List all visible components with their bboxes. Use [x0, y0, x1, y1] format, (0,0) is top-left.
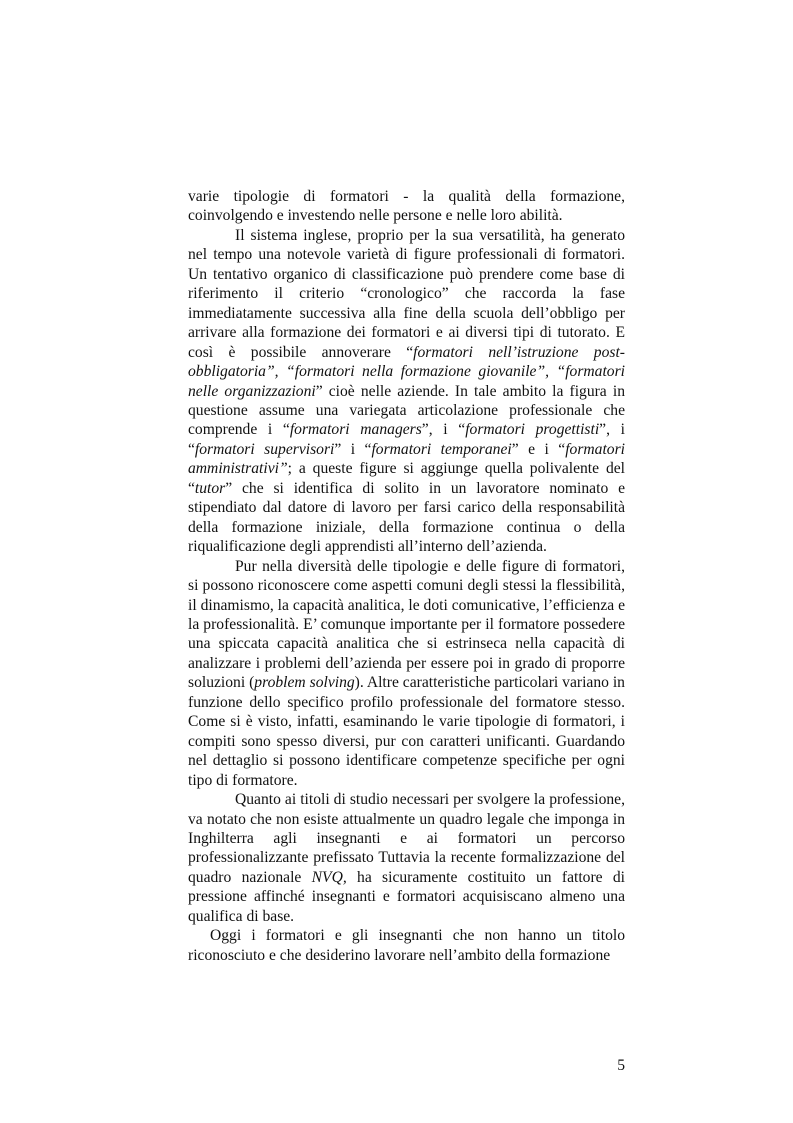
text-run: Il sistema inglese, proprio per la sua versatilità, ha generato nel tempo una notevole varietà di figure professionali di formatori. Un tentativo organico di classificazione può prendere come base di riferimento il criterio “cronologico” che raccorda la fase immediatamente successiva alla fine della scuola dell’obbligo per arrivare alla formazione dei formatori e ai diversi tipi di tutorato. E così è possibile annoverare “ [188, 226, 625, 361]
italic-text: problem solving [254, 674, 355, 692]
text-run: ”, i “ [421, 421, 466, 439]
italic-text: formatori progettisti [465, 421, 600, 439]
text-run: ; a queste figure si aggiunge quella polivalente del “ [188, 460, 625, 497]
text-run: Pur nella diversità delle tipologie e delle figure di formatori, si possono riconoscere come aspetti comuni degli stessi la flessibilità, il dinamismo, la capacità analitica, le doti comunicative, l’efficienza e la professionalità. E’ comunque importante per il formatore possedere una spiccata capacità analitica che si estrinseca nella capacità di analizzare i problemi dell’azienda per essere poi in grado di proporre soluzioni ( [188, 557, 626, 692]
italic-text: NVQ, [311, 868, 347, 886]
page-number: 5 [617, 1057, 625, 1074]
italic-text: formatori managers [289, 421, 422, 439]
body-text [188, 187, 625, 965]
italic-text: formatori amministrativi” [188, 440, 625, 478]
italic-text: tutor [194, 479, 226, 497]
text-run: Quanto ai titoli di studio necessari per svolgere la professione, va notato che non esiste attualmente un quadro legale che imponga in Inghilterra agli insegnanti e ai formatori un percorso professionalizzante prefissato Tuttavia la recente formalizzazione del quadro nazionale [188, 791, 625, 886]
text-run: varie tipologie di formatori - la qualità della formazione, coinvolgendo e investendo nelle persone e nelle loro abilità. [188, 188, 625, 225]
italic-text: formatori supervisori [194, 440, 335, 458]
paragraph [188, 226, 625, 557]
text-run: ). Altre caratteristiche particolari variano in funzione dello specifico profilo professionale del formatore stesso. Come si è visto, infatti, esaminando le varie tipologie di formatori, i compiti sono spesso diversi, pur con caratteri unificanti. Guardando nel dettaglio si possono identificare competenze specifiche per ogni tipo di formatore. [188, 674, 625, 789]
text-run: ha sicuramente costituito un fattore di pressione affinché insegnanti e formatori acquisiscano almeno una qualifica di base. [188, 868, 626, 925]
text-run: Oggi i formatori e gli insegnanti che non hanno un titolo riconosciuto e che desiderino lavorare nell’ambito della formazione [188, 927, 625, 964]
text-run: ”, i “ [188, 421, 625, 458]
paragraph [188, 926, 625, 965]
paragraph [188, 187, 625, 226]
text-run: ” che si identifica di solito in un lavoratore nominato e stipendiato dal datore di lavoro per farsi carico della responsabilità della formazione iniziale, della formazione continua o della riqualificazione degli apprendisti all’interno dell’azienda. [188, 479, 625, 556]
paragraph [188, 557, 625, 790]
italic-text: formatori nell’istruzione post-obbligatoria”, “formatori nella formazione giovanile”, “formatori nelle organizzazioni [188, 343, 625, 400]
text-run: ” cioè nelle aziende. In tale ambito la figura in questione assume una variegata articolazione professionale che comprende i “ [188, 382, 625, 439]
text-run: ” e i “ [511, 440, 566, 458]
italic-text: formatori temporanei [371, 440, 512, 458]
paragraph [188, 790, 625, 926]
text-run: ” i “ [334, 440, 372, 458]
